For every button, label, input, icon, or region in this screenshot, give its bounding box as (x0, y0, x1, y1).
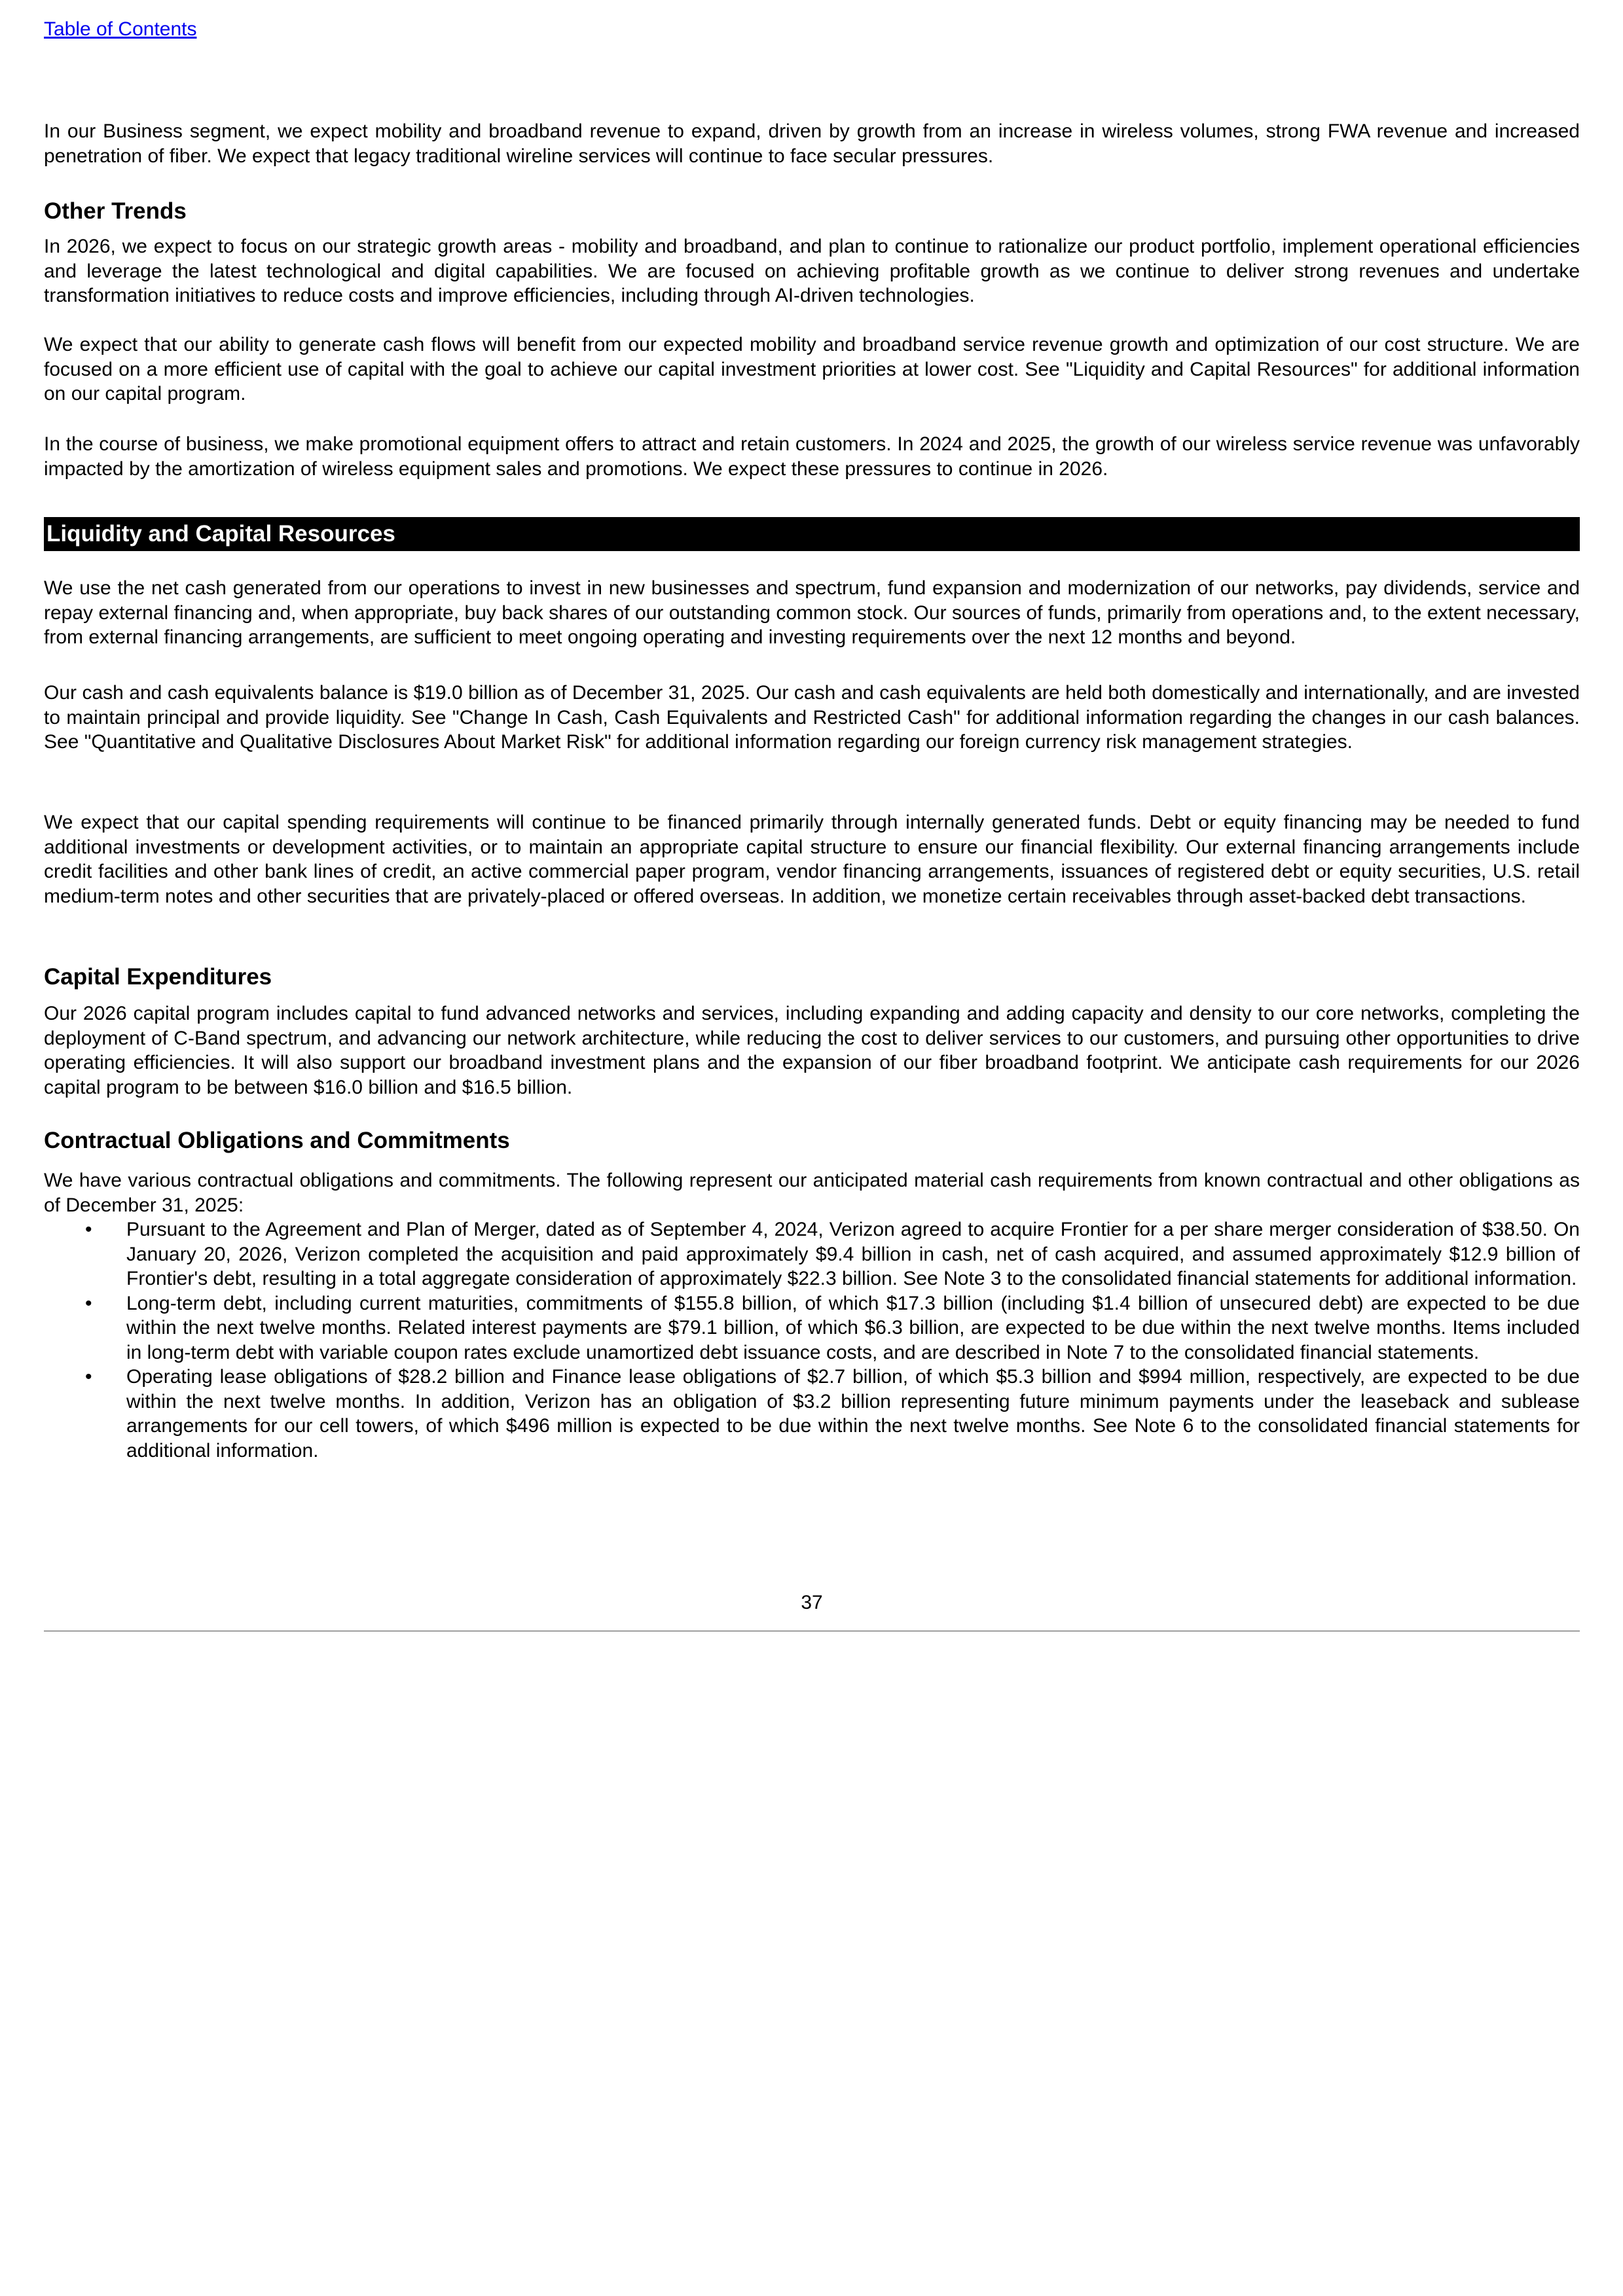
other-trends-heading: Other Trends (44, 198, 187, 224)
page-number: 37 (801, 1592, 823, 1613)
list-item-text: Operating lease obligations of $28.2 billion and Finance lease obligations of $2.7 billion, of which $5.3 billion and $994 million, respectively, are expected to be due within the next twelve months. In addition, Verizon has an obligation of $3.2 billion representing future minimum payments under the leaseback and sublease arrangements for our cell towers, of which $496 million is expected to be due within the next twelve months. See Note 6 to the consolidated financial statements for additional information. (126, 1366, 1580, 1462)
other-trends-paragraph-1: In 2026, we expect to focus on our strategic growth areas - mobility and broadband, and plan to continue to rationalize our product portfolio, implement operational efficiencies and leverage the latest technological and digital capabilities. We are focused on achieving profitable growth as we continue to deliver strong revenues and undertake transformation initiatives to reduce costs and improve efficiencies, including through AI-driven technologies. (44, 236, 1580, 306)
contractual-obligations-heading: Contractual Obligations and Commitments (44, 1128, 510, 1153)
footer-divider (44, 1630, 1580, 1632)
capital-expenditures-heading: Capital Expenditures (44, 964, 272, 990)
bullet-icon: • (85, 1219, 92, 1240)
contractual-obligations-intro: We have various contractual obligations and commitments. The following represent our anticipated material cash requirements from known contractual and other obligations as of December 31, 2025: (44, 1170, 1580, 1216)
liquidity-paragraph-3: We expect that our capital spending requirements will continue to be financed primarily through internally generated funds. Debt or equity financing may be needed to fund additional investments or development activities, or to maintain an appropriate capital structure to ensure our financial flexibility. Our external financing arrangements include credit facilities and other bank lines of credit, an active commercial paper program, vendor financing arrangements, issuances of registered debt or equity securities, U.S. retail medium-term notes and other securities that are privately-placed or offered overseas. In addition, we monetize certain receivables through asset-backed debt transactions. (44, 812, 1580, 907)
other-trends-paragraph-2: We expect that our ability to generate cash flows will benefit from our expected mobility and broadband service revenue growth and optimization of our cost structure. We are focused on a more efficient use of capital with the goal to achieve our capital investment priorities at lower cost. See "Liquidity and Capital Resources" for additional information on our capital program. (44, 334, 1580, 404)
liquidity-paragraph-2: Our cash and cash equivalents balance is $19.0 billion as of December 31, 2025. Our cash and cash equivalents are held both domestically and internationally, and are invested to maintain principal and provide liquidity. See "Change In Cash, Cash Equivalents and Restricted Cash" for additional information regarding the changes in our cash balances. See "Quantitative and Qualitative Disclosures About Market Risk" for additional information regarding our foreign currency risk management strategies. (44, 682, 1580, 753)
list-item (44, 1365, 1580, 1463)
liquidity-paragraph-1: We use the net cash generated from our operations to invest in new businesses and spectrum, fund expansion and modernization of our networks, pay dividends, service and repay external financing and, when appropriate, buy back shares of our outstanding common stock. Our sources of funds, primarily from operations and, to the extent necessary, from external financing arrangements, are sufficient to meet ongoing operating and investing requirements over the next 12 months and beyond. (44, 577, 1580, 648)
liquidity-section-banner: Liquidity and Capital Resources (44, 517, 1580, 551)
bullet-icon: • (85, 1366, 92, 1388)
list-item (44, 1291, 1580, 1365)
capital-expenditures-paragraph: Our 2026 capital program includes capital to fund advanced networks and services, including expanding and adding capacity and density to our core networks, completing the deployment of C-Band spectrum, and advancing our network architecture, while reducing the cost to deliver services to our customers, and pursuing other opportunities to drive operating efficiencies. It will also support our broadband investment plans and the expansion of our fiber broadband footprint. We anticipate cash requirements for our 2026 capital program to be between $16.0 billion and $16.5 billion. (44, 1003, 1580, 1098)
business-segment-paragraph: In our Business segment, we expect mobility and broadband revenue to expand, driven by growth from an increase in wireless volumes, strong FWA revenue and increased penetration of fiber. We expect that legacy traditional wireline services will continue to face secular pressures. (44, 120, 1580, 167)
list-item-text: Long-term debt, including current maturities, commitments of $155.8 billion, of which $17.3 billion (including $1.4 billion of unsecured debt) are expected to be due within the next twelve months. Related interest payments are $79.1 billion, of which $6.3 billion, are expected to be due within the next twelve months. Items included in long-term debt with variable coupon rates exclude unamortized debt issuance costs, and are described in Note 7 to the consolidated financial statements. (126, 1292, 1580, 1363)
bullet-icon: • (85, 1292, 92, 1314)
obligations-list (44, 1217, 1580, 1463)
table-of-contents-link[interactable]: Table of Contents (44, 18, 197, 40)
list-item-text: Pursuant to the Agreement and Plan of Merger, dated as of September 4, 2024, Verizon agreed to acquire Frontier for a per share merger consideration of $38.50. On January 20, 2026, Verizon completed the acquisition and paid approximately $9.4 billion in cash, net of cash acquired, and assumed approximately $12.9 billion of Frontier's debt, resulting in a total aggregate consideration of approximately $22.3 billion. See Note 3 to the consolidated financial statements for additional information. (126, 1219, 1580, 1289)
other-trends-paragraph-3: In the course of business, we make promotional equipment offers to attract and retain customers. In 2024 and 2025, the growth of our wireless service revenue was unfavorably impacted by the amortization of wireless equipment sales and promotions. We expect these pressures to continue in 2026. (44, 433, 1580, 480)
list-item (44, 1217, 1580, 1291)
